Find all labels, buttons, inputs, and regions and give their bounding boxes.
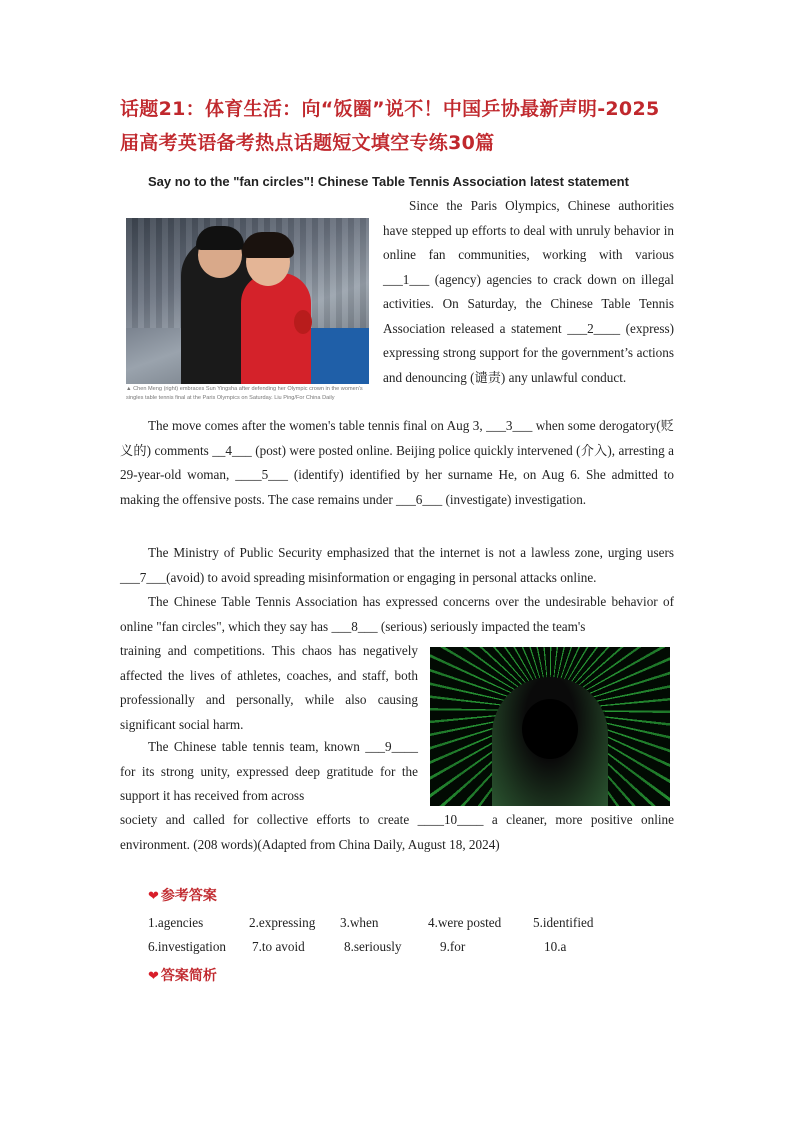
heading-line-1: 话题21：体育生活：向“饭圈”说不！中国乒协最新声明-2025 <box>120 98 660 120</box>
hacker-photo <box>430 647 670 806</box>
analysis-title: 答案简析 <box>160 968 217 984</box>
player-left-hair <box>196 226 244 250</box>
answer-1: 1.agencies <box>148 915 204 930</box>
answer-3: 3.when <box>340 915 379 930</box>
answers-title: 参考答案 <box>160 888 217 904</box>
answer-5: 5.identified <box>533 915 594 930</box>
photo-caption: ▲ Chen Meng (right) embraces Sun Yingsha after defending her Olympic crown in the women's singles table tennis final at the Paris Olympics on Saturday. Liu Ping/For China Daily <box>126 386 363 401</box>
paddle <box>294 310 312 334</box>
heart-icon: ❤ <box>148 969 159 984</box>
hooded-face-shadow <box>522 699 578 759</box>
paragraph-2: The move comes after the women's table tennis final on Aug 3, ___3___ when some derogatory(贬义的) comments __4___ (post) were posted online. Beijing police quickly intervened (介入), arresting a 29-year-old woman, ____5___ (identify) identified by her surname He, on Aug 6. She admitted to making the offensive posts. The case remains under ___6___ (investigate) investigation. <box>120 418 674 507</box>
heading-line-2: 届高考英语备考热点话题短文填空专练30篇 <box>120 132 495 154</box>
heart-icon: ❤ <box>148 889 159 904</box>
player-right-hair <box>242 232 294 258</box>
paragraph-5-part-1: The Chinese table tennis team, known ___9____ for its strong unity, expressed deep gratitude for the support it has received from across <box>120 739 418 803</box>
answer-2: 2.expressing <box>249 915 316 930</box>
paragraph-1: Since the Paris Olympics, Chinese authorities have stepped up efforts to deal with unruly behavior in online fan communities, working with various ___1___ (agency) agencies to crack down on illegal activities. On Saturday, the Chinese Table Tennis Association released a statement ___2____ (express) expressing strong support for the government’s actions and denouncing (谴责) any unlawful conduct. <box>383 198 674 385</box>
analysis-heading <box>148 965 217 985</box>
paragraph-4-part-1: The Chinese Table Tennis Association has expressed concerns over the undesirable behavior of online "fan circles", which they say has ___8___ (serious) seriously impacted the team's <box>120 594 674 634</box>
answers-heading <box>148 885 217 905</box>
article-title: Say no to the "fan circles"! Chinese Table Tennis Association latest statement <box>148 174 629 189</box>
paragraph-4-part-2: training and competitions. This chaos has negatively affected the lives of athletes, coaches, and staff, both professionally and personally, while also causing significant social harm. <box>120 643 418 732</box>
page-heading <box>120 92 680 160</box>
answer-10: 10.a <box>544 939 567 954</box>
paragraph-5-part-2: society and called for collective efforts to create ____10____ a cleaner, more positive online environment. (208 words)(Adapted from China Daily, August 18, 2024) <box>120 812 674 852</box>
answer-9: 9.for <box>440 939 466 954</box>
answer-6: 6.investigation <box>148 939 227 954</box>
answer-7: 7.to avoid <box>252 939 305 954</box>
paragraph-3: The Ministry of Public Security emphasized that the internet is not a lawless zone, urging users ___7___(avoid) to avoid spreading misinformation or engaging in personal attacks online. <box>120 545 674 585</box>
answer-8: 8.seriously <box>344 939 402 954</box>
answer-4: 4.were posted <box>428 915 502 930</box>
table-tennis-photo <box>126 218 369 384</box>
